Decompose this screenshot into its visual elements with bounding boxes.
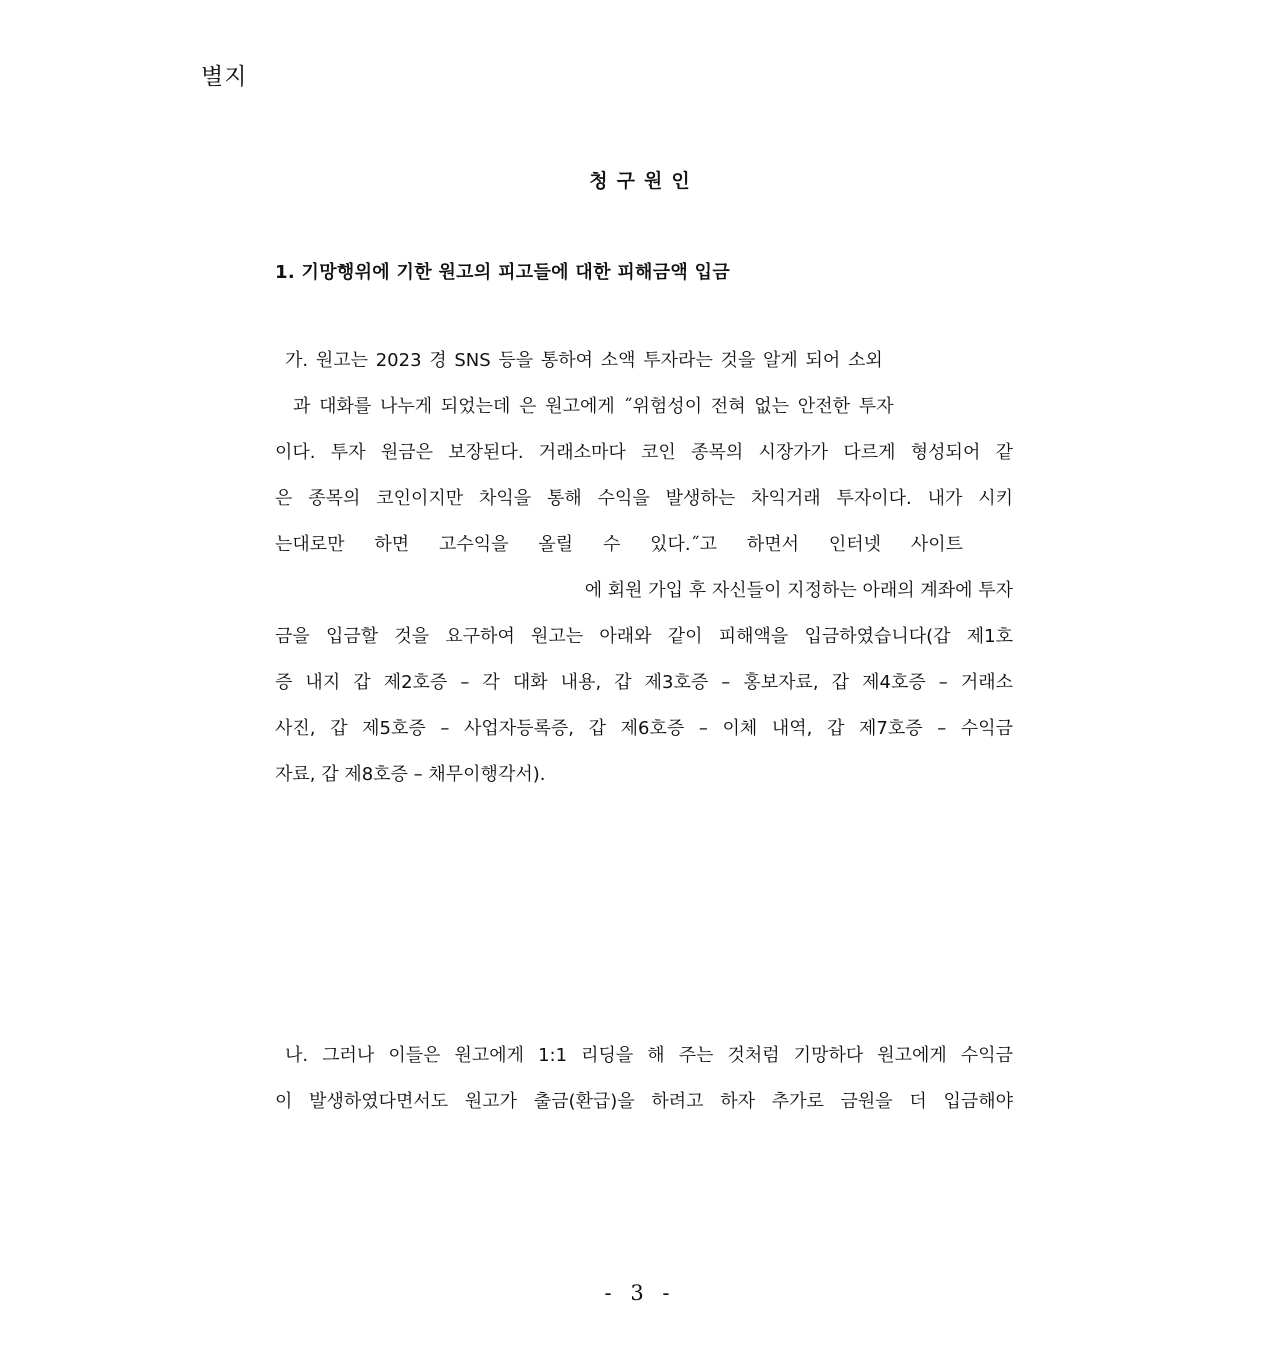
paragraph-line: 는대로만 하면 고수익을 올릴 수 있다.˝고 하면서 인터넷 사이트 [275, 534, 963, 555]
paragraph-line: 증 내지 갑 제2호증 – 각 대화 내용, 갑 제3호증 – 홍보자료, 갑 제4호증 – 거래소 [275, 672, 1013, 693]
document-title: 청구원인 [589, 170, 699, 192]
attachment-label: 별지 [201, 64, 248, 90]
paragraph-line: 자료, 갑 제8호증 – 채무이행각서). [275, 764, 546, 785]
paragraph-na [275, 1033, 1013, 1125]
paragraph-line: 사진, 갑 제5호증 – 사업자등록증, 갑 제6호증 – 이체 내역, 갑 제7호증 – 수익금 [275, 718, 1013, 739]
paragraph-line: 이다. 투자 원금은 보장된다. 거래소마다 코인 종목의 시장가가 다르게 형성되어 같 [275, 442, 1013, 463]
paragraph-line: 이 발생하였다면서도 원고가 출금(환급)을 하려고 하자 추가로 금원을 더 입금해야 [275, 1091, 1013, 1112]
paragraph-line: 나. 그러나 이들은 원고에게 1:1 리딩을 해 주는 것처럼 기망하다 원고에게 수익금 [285, 1045, 1013, 1066]
section-heading: 1. 기망행위에 기한 원고의 피고들에 대한 피해금액 입금 [275, 262, 731, 283]
paragraph-line: 은 종목의 코인이지만 차익을 통해 수익을 발생하는 차익거래 투자이다. 내가 시키 [275, 488, 1013, 509]
paragraph-line: 과 대화를 나누게 되었는데 은 원고에게 ˝위험성이 전혀 없는 안전한 투자 [293, 396, 894, 417]
paragraph-ga [275, 338, 1013, 798]
paragraph-line: 에 회원 가입 후 자신들이 지정하는 아래의 계좌에 투자 [584, 580, 1013, 601]
page-number: - 3 - [604, 1281, 676, 1305]
paragraph-line: 가. 원고는 2023 경 SNS 등을 통하여 소액 투자라는 것을 알게 되어 소외 [285, 350, 883, 371]
paragraph-line: 금을 입금할 것을 요구하여 원고는 아래와 같이 피해액을 입금하였습니다(갑 제1호 [275, 626, 1013, 647]
